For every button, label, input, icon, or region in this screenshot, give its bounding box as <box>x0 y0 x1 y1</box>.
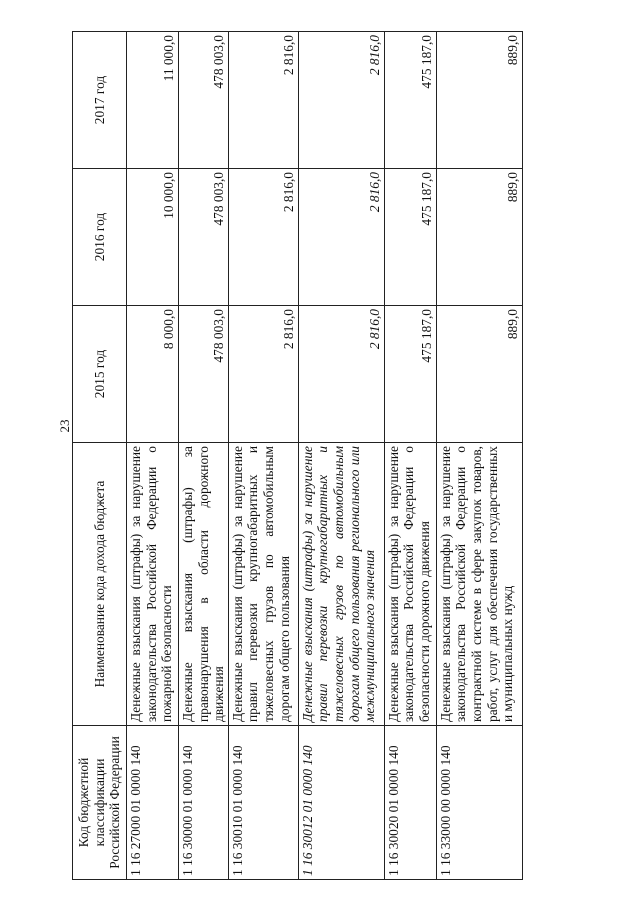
table-row <box>127 32 179 880</box>
table-header-row <box>73 32 127 880</box>
header-2016: 2016 год <box>73 169 127 306</box>
row-name: Денежные взыскания (штрафы) за правонарушения в области дорожного движения <box>179 443 229 726</box>
row-value-2015: 478 003,0 <box>179 306 229 443</box>
budget-table-rotated <box>72 32 536 880</box>
table-row <box>179 32 229 880</box>
row-value-2016: 475 187,0 <box>384 169 436 306</box>
header-code: Код бюджетной классификации Российской Федерации <box>73 726 127 880</box>
row-name: Денежные взыскания (штрафы) за нарушение правил перевозки крупногабаритных и тяжеловесных грузов по автомобильным дорогам общего пользования регионального или межмуниципального значения <box>298 443 384 726</box>
row-value-2017: 889,0 <box>436 32 522 169</box>
row-name: Денежные взыскания (штрафы) за нарушение законодательства Российской Федерации о пожарной безопасности <box>127 443 179 726</box>
row-code: 1 16 27000 01 0000 140 <box>127 726 179 880</box>
table-row <box>384 32 436 880</box>
row-value-2017: 478 003,0 <box>179 32 229 169</box>
row-value-2015: 475 187,0 <box>384 306 436 443</box>
row-value-2017: 2 816,0 <box>298 32 384 169</box>
row-name: Денежные взыскания (штрафы) за нарушение законодательства Российской Федерации о контрактной системе в сфере закупок товаров, работ, услуг для обеспечения государственных и муниципальных нужд <box>436 443 522 726</box>
row-value-2015: 8 000,0 <box>127 306 179 443</box>
row-value-2015: 2 816,0 <box>298 306 384 443</box>
table-row <box>228 32 298 880</box>
row-value-2017: 475 187,0 <box>384 32 436 169</box>
row-value-2016: 889,0 <box>436 169 522 306</box>
row-value-2016: 2 816,0 <box>298 169 384 306</box>
header-name: Наименование кода дохода бюджета <box>73 443 127 726</box>
page-number: 23 <box>57 419 72 433</box>
row-code: 1 16 33000 00 0000 140 <box>436 726 522 880</box>
row-name: Денежные взыскания (штрафы) за нарушение законодательства Российской Федерации о безопасности дорожного движения <box>384 443 436 726</box>
row-value-2015: 2 816,0 <box>228 306 298 443</box>
row-value-2017: 11 000,0 <box>127 32 179 169</box>
table-row <box>298 32 384 880</box>
row-value-2015: 889,0 <box>436 306 522 443</box>
row-code: 1 16 30000 01 0000 140 <box>179 726 229 880</box>
row-code: 1 16 30020 01 0000 140 <box>384 726 436 880</box>
header-2015: 2015 год <box>73 306 127 443</box>
row-value-2016: 478 003,0 <box>179 169 229 306</box>
row-value-2016: 2 816,0 <box>228 169 298 306</box>
row-code: 1 16 30012 01 0000 140 <box>298 726 384 880</box>
header-2017: 2017 год <box>73 32 127 169</box>
row-code: 1 16 30010 01 0000 140 <box>228 726 298 880</box>
row-value-2016: 10 000,0 <box>127 169 179 306</box>
budget-income-table <box>72 31 523 880</box>
row-name: Денежные взыскания (штрафы) за нарушение правил перевозки крупногабаритных и тяжеловесных грузов по автомобильным дорогам общего пользования <box>228 443 298 726</box>
table-row <box>436 32 522 880</box>
row-value-2017: 2 816,0 <box>228 32 298 169</box>
